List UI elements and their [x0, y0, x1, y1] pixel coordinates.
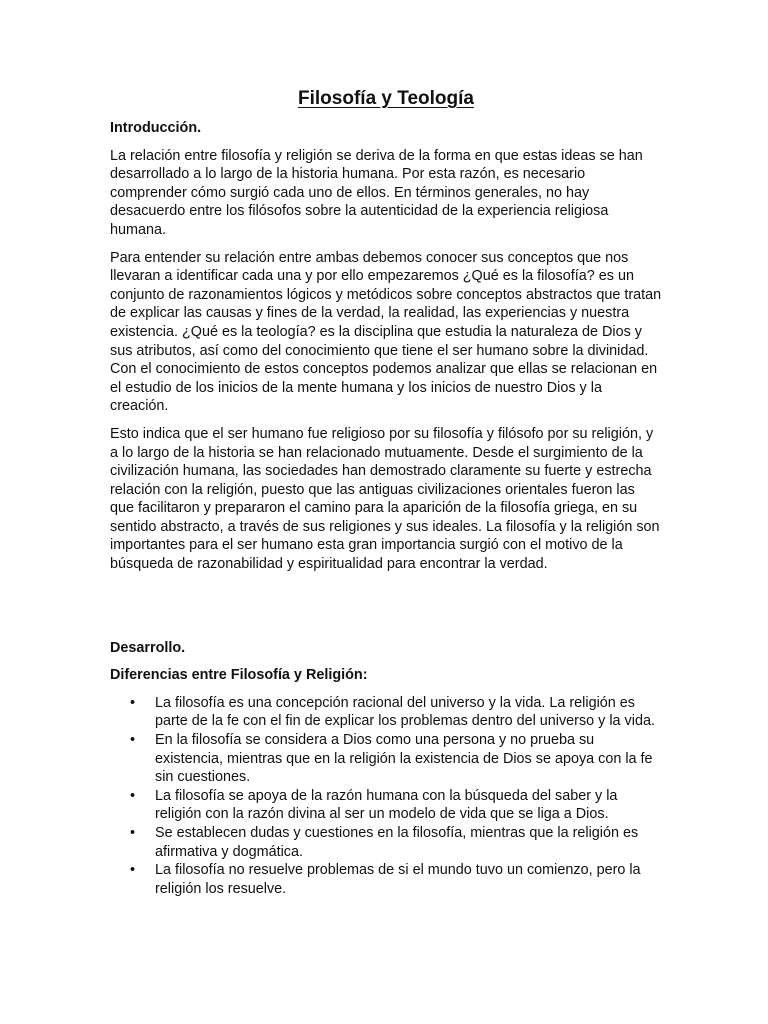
section-spacer [110, 583, 662, 639]
list-item [110, 787, 662, 824]
bullet-icon: • [130, 825, 136, 841]
list-item-text: La filosofía se apoya de la razón humana con la búsqueda del saber y la religión con la razón divina al ser un modelo de vida que se liga a Dios. [155, 787, 618, 823]
list-item [110, 861, 662, 898]
bullet-icon: • [130, 732, 136, 749]
intro-paragraph-2: Para entender su relación entre ambas debemos conocer sus conceptos que nos llevaran a identificar cada una y por ello empezaremos ¿Qué es la filosofía? es un conjunto de razonamientos lógicos y metódicos sobre conceptos abstractos que tratan de explicar las causas y fines de la verdad, la realidad, las experiencias y nuestra existencia. ¿Qué es la teología? es la disciplina que estudia la naturaleza de Dios y sus atributos, así como del conocimiento que tiene el ser humano sobre la divinidad. Con el conocimiento de estos conceptos podemos analizar que ellas se relacionan en el estudio de los inicios de la mente humana y los inicios de nuestro Dios y la creación. [110, 249, 662, 415]
differences-heading: Diferencias entre Filosofía y Religión: [110, 667, 368, 684]
intro-heading: Introducción. [110, 120, 202, 136]
list-item [110, 694, 662, 731]
list-item-text: Se establecen dudas y cuestiones en la filosofía, mientras que la religión es afirmativa y dogmática. [155, 825, 639, 860]
list-item-text: La filosofía es una concepción racional del universo y la vida. La religión es parte de la fe con el fin de explicar los problemas dentro del universo y la vida. [155, 694, 655, 730]
bullet-icon: • [130, 787, 136, 804]
bullet-icon: • [130, 862, 136, 879]
development-heading: Desarrollo. [110, 639, 186, 656]
list-item [110, 824, 662, 861]
intro-paragraph-3: Esto indica que el ser humano fue religioso por su filosofía y filósofo por su religión, y a lo largo de la historia se han relacionado mutuamente. Desde el surgimiento de la civilización humana, las sociedades han demostrado claramente su fuerte y estrecha relación con la religión, puesto que las antiguas civilizaciones orientales fueron las que facilitaron y prepararon el camino para la aparición de la filosofía griega, en su sentido abstracto, a través de sus religiones y sus ideales. La filosofía y la religión son importantes para el ser humano esta gran importancia surgió con el motivo de la búsqueda de razonabilidad y espiritualidad para encontrar la verdad. [110, 425, 660, 573]
list-item-text: La filosofía no resuelve problemas de si el mundo tuvo un comienzo, pero la religión los resuelve. [155, 862, 641, 897]
document-body [110, 86, 662, 898]
list-item [110, 731, 662, 787]
document-title: Filosofía y Teología [298, 88, 474, 109]
differences-list [110, 694, 662, 899]
list-item-text: En la filosofía se considera a Dios como una persona y no prueba su existencia, mientras que en la religión la existencia de Dios se apoya con la fe sin cuestiones. [155, 732, 653, 786]
intro-paragraph-1: La relación entre filosofía y religión se deriva de la forma en que estas ideas se han desarrollado a lo largo de la historia humana. Por esta razón, es necesario comprender cómo surgió cada uno de ellos. En términos generales, no hay desacuerdo entre los filósofos sobre la autenticidad de la experiencia religiosa humana. [110, 147, 643, 238]
bullet-icon: • [130, 694, 136, 711]
